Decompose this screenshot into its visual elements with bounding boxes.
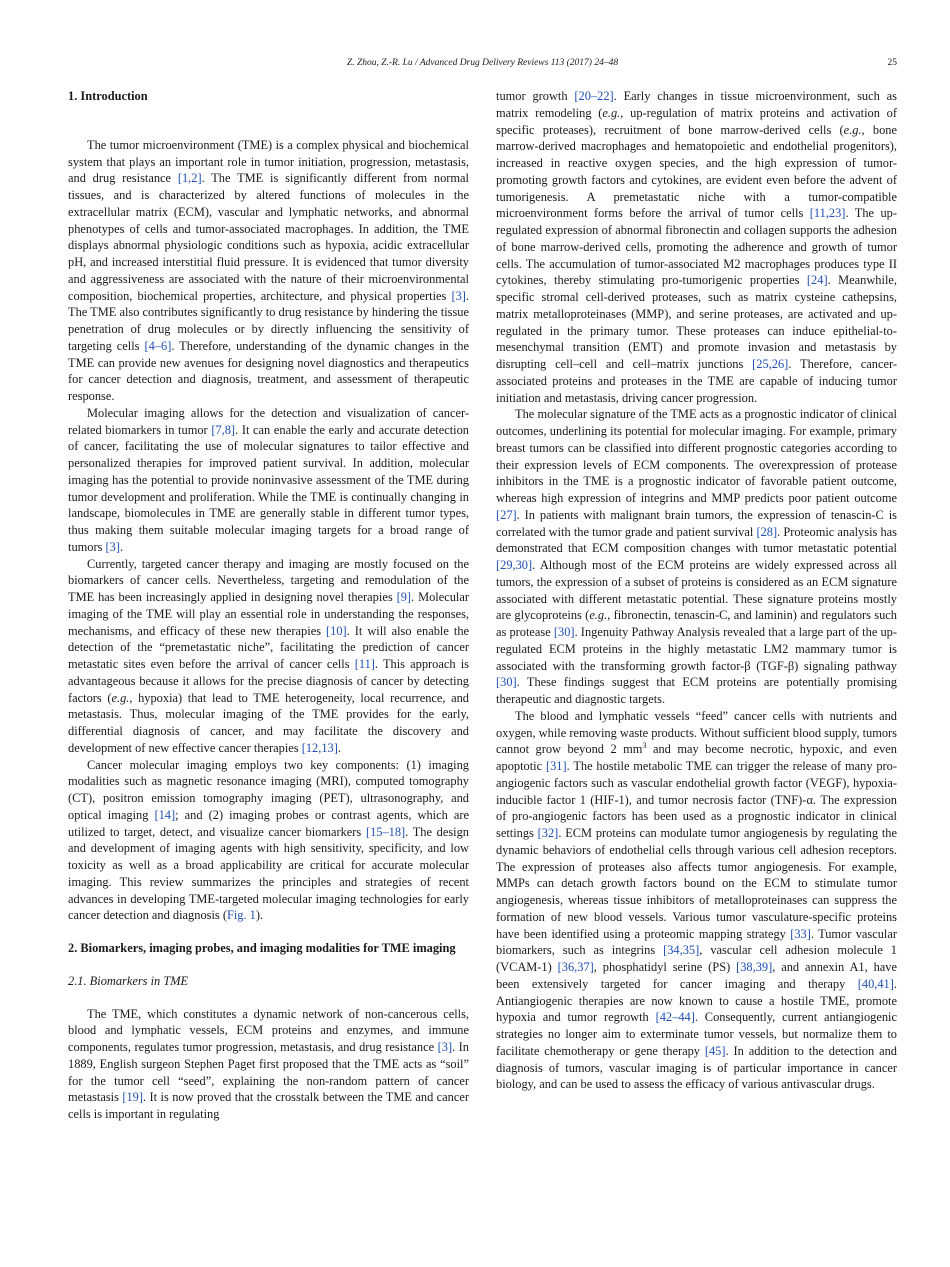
subsection-2-1-heading: 2.1. Biomarkers in TME <box>68 973 189 988</box>
citation-link[interactable]: [28] <box>756 524 778 539</box>
citation-link[interactable]: [25,26] <box>752 357 789 371</box>
citation-link[interactable]: [30] <box>496 675 517 690</box>
citation-link[interactable]: [30] <box>553 625 575 639</box>
citation-link[interactable]: [14] <box>154 807 176 822</box>
citation-link[interactable]: [7,8] <box>211 422 236 437</box>
citation-link[interactable]: [29,30] <box>496 558 533 572</box>
citation-link[interactable]: [3] <box>437 1040 453 1054</box>
page-number: 25 <box>887 58 897 68</box>
left-column <box>68 88 469 1123</box>
citation-link[interactable]: [36,37] <box>557 960 594 974</box>
intro-paragraph-4: Cancer molecular imaging employs two key components: (1) imaging modalities such as magnetic resonance imaging (MRI), computed tomography (CT), positron emission tomography imaging (PET), ultrasonography, and optical imaging [14]; and (2) imaging probes or contrast agents, which are utilized to target, detect, and visualize cancer biomarkers [15–18]. The design and development of imaging agents with high sensitivity, specificity, and low toxicity as well as a broad applicability are critical for accurate molecular imaging. This review summarizes the principles and strategies of recent advances in developing TME-targeted molecular imaging technologies for early cancer detection and diagnosis (Fig. 1). <box>68 757 470 923</box>
citation-link[interactable]: [45] <box>704 1043 726 1058</box>
citation-link[interactable]: [32] <box>537 826 559 840</box>
intro-paragraph-1: The tumor microenvironment (TME) is a complex physical and biochemical system that plays an important role in tumor initiation, progression, metastasis, and drug resistance [1,2]. The TME is significantly different from normal tissues, and is characterized by altered functions of molecules in the extracellular matrix (ECM), vascular and lymphatic networks, and abnormal phenotypes of cells and tumor-associated macrophages. In addition, the TME displays abnormal physiologic conditions such as hypoxia, acidic extracellular pH, and increased interstitial fluid pressure. It is evidenced that tumor diversity and aggressiveness are associated with the nature of their microenvironmental composition, biochemical properties, architecture, and physical properties [3]. The TME also contributes significantly to drug resistance by hindering the tissue penetration of drug molecules or by directly influencing the sensitivity of targeting cells [4–6]. Therefore, understanding of the dynamic changes in the TME can provide new avenues for designing novel diagnostics and therapeutics for cancer detection and diagnosis, treatment, and assessment of therapeutic response. <box>68 137 469 403</box>
citation-link[interactable]: [19] <box>122 1090 144 1105</box>
citation-link[interactable]: [4–6] <box>144 338 172 353</box>
right-paragraph-1: tumor growth [20–22]. Early changes in tissue microenvironment, such as matrix remodeling (e.g., up-regulation of matrix proteins and activation of specific proteases), recruitment of bone marrow-derived cells (e.g., bone marrow-derived macrophages and hematopoietic and endothelial progenitors), increased in reactive oxygen species, and the high expression of tumor-promoting growth factors and cytokines, are evident even before the advent of tumorigenesis. A premetastatic niche with a tumor-compatible microenvironment forms before the arrival of tumor cells [11,23]. The up-regulated expression of abnormal fibronectin and collagen supports the adhesion of bone marrow-derived cells, promoting the adherence and growth of tumor cells. The accumulation of tumor-associated M2 macrophages produces type II cytokines, thereby stimulating pro-tumorigenic properties [24]. Meanwhile, specific stromal cell-derived proteases, such as matrix cysteine cathepsins, matrix metalloproteinases (MMP), and serine proteases, are activated and up-regulated in the primary tumor. These proteases can induce epithelial-to-mesenchymal transition (EMT) and promote invasion and metastasis by disrupting cell–cell and cell–matrix junctions [25,26]. Therefore, cancer-associated proteins and proteases in the TME are capable of inducing tumor initiation and metastasis, driving cancer progression. <box>496 89 897 405</box>
citation-link[interactable]: [10] <box>326 623 347 638</box>
citation-link[interactable]: [31] <box>545 759 567 773</box>
intro-paragraph-3: Currently, targeted cancer therapy and imaging are mostly focused on the biomarkers of cancer cells. Nevertheless, targeting and remodulation of the TME has been increasingly applied in designing novel therapies [9]. Molecular imaging of the TME will play an essential role in understanding the responses, mechanisms, and efficacy of these new therapies [10]. It will also enable the detection of the “premetastatic niche”, facilitating the prediction of cancer metastatic sites even before the arrival of cancer cells [11]. This approach is advantageous because it allows for the precise diagnosis of cancer by detecting factors (e.g., hypoxia) that lead to TME heterogeneity, local recurrence, and metastasis. Thus, molecular imaging of the TME provides for the early, differential diagnosis of cancer, and may facilitate the discovery and development of new effective cancer therapies [12,13]. <box>68 556 470 755</box>
section-2-heading: 2. Biomarkers, imaging probes, and imaging modalities for TME imaging <box>68 941 456 955</box>
right-paragraph-3: The blood and lymphatic vessels “feed” cancer cells with nutrients and oxygen, while removing waste products. Without sufficient blood supply, tumors cannot grow beyond 2 $mm^3$ and may become necrotic, hypoxic, and even apoptotic [31]. The hostile metabolic TME can trigger the release of many pro-angiogenic factors such as vascular endothelial growth factor (VEGF), hypoxia-inducible factor 1 (HIF-1), and tumor necrosis factor (TNF)-α. The expression of pro-angiogenic factors has been used as a prognostic indicator in clinical settings [32]. ECM proteins can modulate tumor angiogenesis by regulating the dynamic behaviors of endothelial cells through various cell adhesion receptors. The expression of proteases also affects tumor angiogenesis. For example, MMPs can detach growth factors bound on the ECM to stimulate tumor angiogenesis, whereas tissue inhibitors of metalloproteinases can suppress the formation of new blood vessels. Various tumor vasculature-specific proteins have been identified using a proteomic mapping strategy [33]. Tumor vascular biomarkers, such as integrins [34,35], vascular cell adhesion molecule 1 (VCAM-1) [36,37], phosphatidyl serine (PS) [38,39], and annexin A1, have been extensively targeted for cancer imaging and therapy [40,41]. Antiangiogenic therapies are now known to cause a hostile TME, promote hypoxia and tumor regrowth [42–44]. Consequently, current antiangiogenic strategies no longer aim to exterminate tumor vessels, but normalize them to facilitate chemotherapy or gene therapy [45]. In addition to the detection and diagnosis of tumors, vascular imaging is of particular importance in cancer biology, and can be used to assess the efficacy of various antivascular drugs. <box>496 708 898 1092</box>
section-2-paragraph-1: The TME, which constitutes a dynamic network of non-cancerous cells, blood and lymphatic vessels, ECM proteins and enzymes, and immune components, regulates tumor progression, metastasis, and drug resistance [3]. In 1889, English surgeon Stephen Paget first proposed that the TME acts as “soil” for the tumor cell “seed”, explaining the non-random pattern of cancer metastasis [19]. It is now proved that the crosstalk between the TME and cancer cells is important in regulating <box>68 1006 470 1121</box>
citation-link[interactable]: [15–18] <box>365 824 406 839</box>
citation-link[interactable]: [3] <box>451 288 466 303</box>
citation-link[interactable]: [20–22] <box>574 89 614 103</box>
citation-link[interactable]: [27] <box>496 507 517 522</box>
citation-link[interactable]: [34,35] <box>663 943 700 958</box>
citation-link[interactable]: [12,13] <box>301 740 338 755</box>
intro-paragraph-2: Molecular imaging allows for the detection and visualization of cancer-related biomarkers in tumor [7,8]. It can enable the early and accurate detection of cancer, facilitating the use of molecular signatures to tailor effective and personalized therapies for improved patient survival. In addition, molecular imaging has the potential to provide noninvasive assessment of the TME during tumor development and proliferation. While the TME is continually changing in landscape, biomolecules in TME are generally stable in different tumor types, thus making them suitable molecular imaging targets for a broad range of tumors [3]. <box>68 405 469 554</box>
citation-link[interactable]: [9] <box>396 590 412 604</box>
running-header <box>68 58 897 72</box>
citation-link[interactable]: [11,23] <box>809 206 846 221</box>
right-column <box>496 88 897 1093</box>
citation-link[interactable]: [38,39] <box>736 960 773 974</box>
citation-link[interactable]: [33] <box>790 926 811 941</box>
citation-link[interactable]: [11] <box>354 657 375 671</box>
citation-link[interactable]: [1,2] <box>177 171 202 186</box>
figure-link[interactable]: Fig. 1 <box>226 908 256 923</box>
citation-link[interactable]: [24] <box>806 273 828 288</box>
citation-link[interactable]: [3] <box>105 539 120 554</box>
right-paragraph-2: The molecular signature of the TME acts as a prognostic indicator of clinical outcomes, underlining its potential for molecular imaging. For example, primary breast tumors can be classified into different prognostic categories according to their expression levels of ECM components. The overexpression of protease inhibitors in the TME is a prognostic indicator of favorable patient outcome, whereas high expression of integrins and MMP predicts poor patient outcome [27]. In patients with malignant brain tumors, the expression of tenascin-C is correlated with the tumor grade and patient survival [28]. Proteomic analysis has demonstrated that ECM composition changes with tumor metastatic potential [29,30]. Although most of the ECM proteins are widely expressed across all tumors, the expression of a subset of proteins is considered as an ECM signature associated with different metastatic potential. These signature proteins mostly are glycoproteins (e.g., fibronectin, tenascin-C, and laminin) and regulators such as protease [30]. Ingenuity Pathway Analysis revealed that a large part of the up-regulated ECM proteins in the highly metastatic LM2 mammary tumor is associated with the transforming growth factor-β (TGF-β) signaling pathway [30]. These findings suggest that ECM proteins are potentially promising therapeutic and diagnostic targets. <box>496 407 897 706</box>
citation-link[interactable]: [42–44] <box>655 1010 695 1025</box>
journal-citation: Z. Zhou, Z.-R. Lu / Advanced Drug Delivery Reviews 113 (2017) 24–48 <box>346 58 619 68</box>
section-1-heading: 1. Introduction <box>68 89 148 103</box>
citation-link[interactable]: [40,41] <box>857 976 894 991</box>
